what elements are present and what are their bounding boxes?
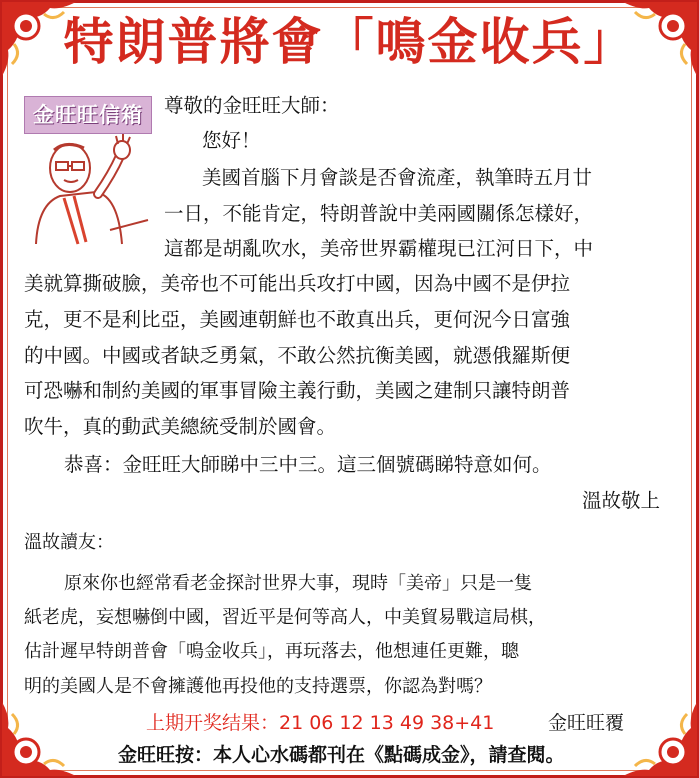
reply-line: 原來你也經常看老金探討世界大事，現時「美帝」只是一隻 [64,573,532,594]
headline: 特朗普將會「鳴金收兵」 [63,12,636,71]
reply-line: 紙老虎，妄想嚇倒中國，習近平是何等高人，中美貿易戰這局棋， [24,607,546,628]
letter-line: 一日，不能肯定，特朗普說中美兩國關係怎樣好， [164,202,594,225]
letter-greeting: 您好！ [202,129,261,152]
letter-congrats: 恭喜：金旺旺大師睇中三中三。這三個號碼睇特意如何。 [64,453,552,476]
column-label: 金旺旺信箱 [24,96,152,134]
writer-cartoon-icon [26,134,152,246]
lottery-results: 上期开奖结果：21 06 12 13 49 38+41 [146,712,495,734]
letter-line: 美就算撕破臉，美帝也不可能出兵攻打中國，因為中國不是伊拉 [24,272,571,295]
letter-line: 的中國。中國或者缺乏勇氣，不敢公然抗衡美國，就憑俄羅斯便 [24,344,571,367]
reply-signature: 金旺旺覆 [548,712,625,734]
corner-ornament-icon [621,700,699,778]
corner-ornament-icon [0,700,78,778]
reply-salutation: 溫故讀友： [24,532,114,553]
letter-line: 美國首腦下月會談是否會流產，執筆時五月廿 [202,166,593,189]
letter-line: 這都是胡亂吹水，美帝世界霸權現已江河日下，中 [164,237,594,260]
reply-line: 估計遲早特朗普會「鳴金收兵」，再玩落去，他想連任更難，聰 [24,641,519,662]
letter-signature: 溫故敬上 [582,489,661,512]
letter-salutation: 尊敬的金旺旺大師： [164,94,340,117]
letter-line: 吹牛，真的動武美總統受制於國會。 [24,415,337,438]
letter-line: 可恐嚇和制約美國的軍事冒險主義行動，美國之建制只讓特朗普 [24,379,571,402]
footer-note: 金旺旺按：本人心水碼都刊在《點碼成金》，請查閱。 [118,744,565,766]
letter-line: 克，更不是利比亞，美國連朝鮮也不敢真出兵，更何況今日富強 [24,308,571,331]
reply-line: 明的美國人是不會擁護他再投他的支持選票，你認為對嗎？ [24,676,492,697]
